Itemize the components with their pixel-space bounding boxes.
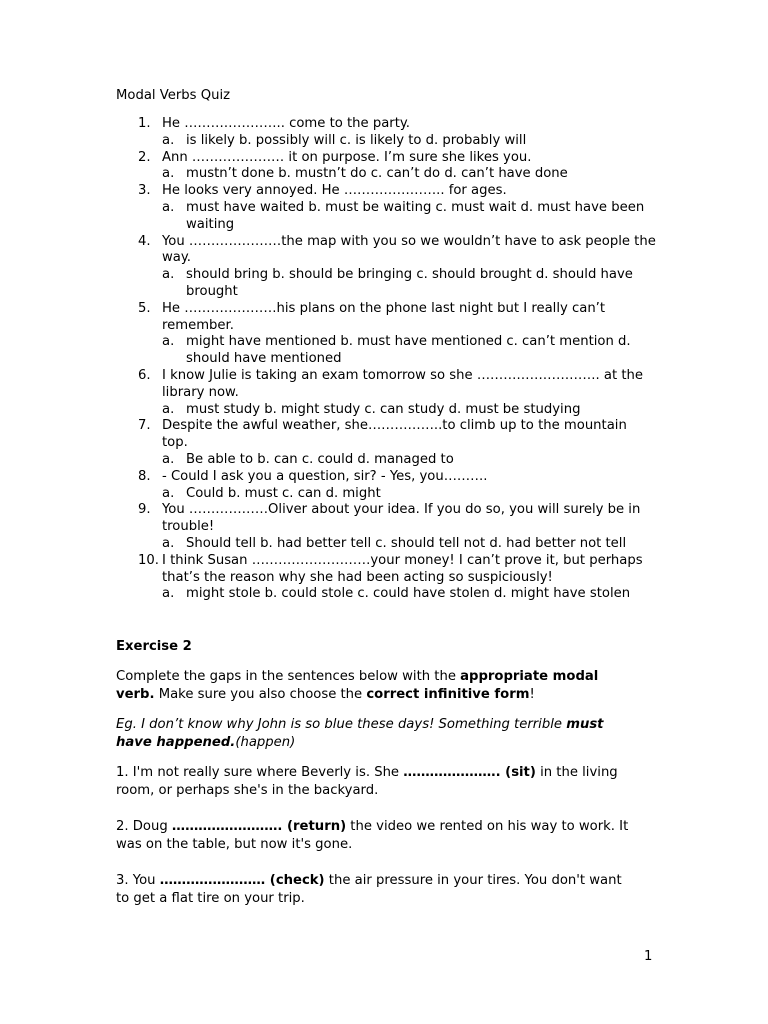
question-number: 1. — [138, 116, 151, 131]
option-marker: a. — [162, 334, 175, 350]
answer-options — [116, 166, 656, 183]
option-marker: a. — [162, 267, 175, 283]
option-marker: a. — [162, 199, 175, 215]
instructions-bold-1: appropriate modal verb. — [116, 669, 599, 702]
options-text: Could b. must c. can d. might — [186, 485, 381, 501]
question-stem: Despite the awful weather, she……………..to climb up to the mountain top. — [162, 418, 627, 451]
instructions-text-1: Complete the gaps in the sentences below with the — [116, 669, 461, 684]
quiz-question-list — [116, 116, 656, 603]
option-marker: a. — [162, 166, 175, 182]
example-text-1: Eg. I don’t know why John is so blue these days! Something terrible — [116, 717, 567, 732]
exercise-sentence-3 — [116, 872, 636, 908]
exercise-sentence-2 — [116, 818, 636, 854]
options-text: should bring b. should be bringing c. should brought d. should have brought — [186, 267, 633, 299]
sentence-3-text-b: the air pressure in your tires. You don't want to get a flat tire on your trip. — [116, 873, 622, 906]
options-text: is likely b. possibly will c. is likely to d. probably will — [186, 132, 527, 148]
question-stem: He …………………his plans on the phone last night but I really can’t remember. — [162, 300, 606, 333]
sentence-1-text-a: 1. I'm not really sure where Beverly is. She — [116, 765, 404, 780]
options-text: must study b. might study c. can study d. must be studying — [186, 401, 581, 417]
question-number: 10. — [138, 552, 159, 568]
quiz-question — [116, 150, 656, 167]
question-stem: - Could I ask you a question, sir? - Yes, you………. — [162, 468, 488, 484]
quiz-question — [116, 183, 656, 200]
options-text: mustn’t done b. mustn’t do c. can’t do d. can’t have done — [186, 166, 568, 182]
quiz-question — [116, 116, 656, 133]
quiz-question — [116, 502, 656, 536]
answer-options — [116, 200, 656, 234]
option-marker: a. — [162, 586, 175, 602]
options-text: Be able to b. can c. could d. managed to — [186, 451, 454, 467]
question-number: 6. — [138, 367, 151, 383]
quiz-question — [116, 418, 656, 452]
question-number: 2. — [138, 149, 151, 165]
question-stem: You …………………the map with you so we wouldn’t have to ask people the way. — [162, 233, 656, 266]
sentence-1-text-b: in the living room, or perhaps she's in the backyard. — [116, 765, 618, 798]
question-stem: I know Julie is taking an exam tomorrow so she ………………………. at the library now. — [162, 367, 643, 400]
quiz-question — [116, 469, 656, 486]
question-stem: You ………………Oliver about your idea. If you do so, you will surely be in trouble! — [162, 502, 641, 535]
option-marker: a. — [162, 535, 175, 551]
answer-options — [116, 486, 656, 503]
options-text: Should tell b. had better tell c. should tell not d. had better not tell — [186, 535, 627, 551]
answer-options — [116, 133, 656, 150]
exercise-sentence-1 — [116, 764, 636, 800]
example-answer: must have happened. — [116, 717, 604, 750]
sentence-1-gap: …………………. (sit) — [403, 765, 536, 780]
quiz-question — [116, 301, 656, 335]
answer-options — [116, 402, 656, 419]
quiz-question — [116, 234, 656, 268]
sentence-3-gap: …………………… (check) — [159, 873, 325, 888]
quiz-question — [116, 368, 656, 402]
option-marker: a. — [162, 451, 175, 467]
answer-options — [116, 267, 656, 301]
answer-options — [116, 586, 656, 603]
question-number: 7. — [138, 418, 151, 434]
question-stem: Ann ………………… it on purpose. I’m sure she likes you. — [162, 149, 532, 165]
question-number: 9. — [138, 502, 151, 518]
quiz-title: Modal Verbs Quiz — [116, 88, 231, 103]
options-text: might stole b. could stole c. could have stolen d. might have stolen — [186, 586, 631, 602]
example-sentence — [116, 716, 636, 752]
sentence-2-text-a: 2. Doug — [116, 819, 172, 834]
example-hint: (happen) — [235, 735, 296, 750]
option-marker: a. — [162, 485, 175, 501]
answer-options — [116, 334, 656, 368]
question-number: 8. — [138, 468, 151, 484]
sentence-2-text-b: the video we rented on his way to work. It was on the table, but now it's gone. — [116, 819, 629, 852]
question-number: 3. — [138, 183, 151, 199]
instructions-text-3: ! — [529, 687, 535, 702]
sentence-3-text-a: 3. You — [116, 873, 160, 888]
question-stem: He ………………….. come to the party. — [162, 116, 411, 131]
instructions-bold-2: correct infinitive form — [366, 687, 530, 702]
question-number: 5. — [138, 300, 151, 316]
instructions-text-2: Make sure you also choose the — [154, 687, 367, 702]
answer-options — [116, 536, 656, 553]
question-stem: I think Susan ………………………your money! I can’t prove it, but perhaps that’s the reason why she had been acting so suspiciously! — [162, 552, 643, 585]
options-text: might have mentioned b. must have mentioned c. can’t mention d. should have mentioned — [186, 334, 631, 367]
option-marker: a. — [162, 132, 175, 148]
exercise-2-instructions — [116, 668, 636, 704]
exercise-2-heading: Exercise 2 — [116, 639, 192, 654]
question-stem: He looks very annoyed. He ………………….. for ages. — [162, 183, 507, 199]
page-number: 1 — [644, 949, 653, 964]
question-number: 4. — [138, 233, 151, 249]
answer-options — [116, 452, 656, 469]
option-marker: a. — [162, 401, 175, 417]
sentence-2-gap: ……………………. (return) — [171, 819, 347, 834]
options-text: must have waited b. must be waiting c. must wait d. must have been waiting — [186, 199, 645, 232]
quiz-question — [116, 553, 656, 587]
